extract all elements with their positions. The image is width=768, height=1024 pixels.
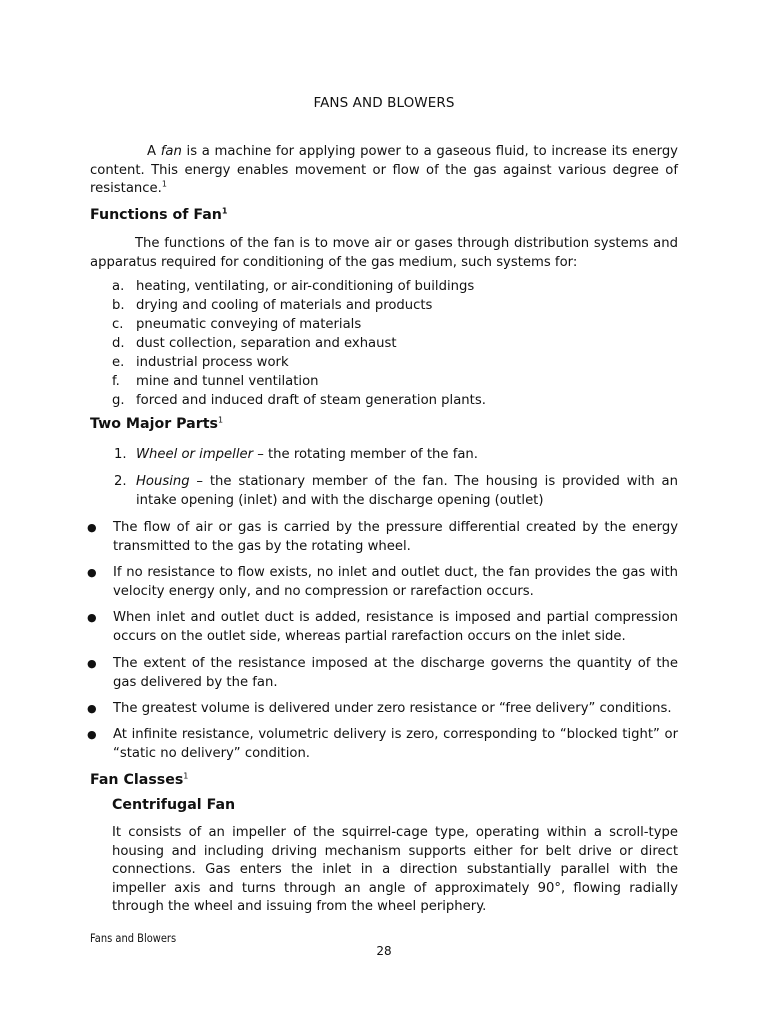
- bullet-item: [87, 608, 678, 646]
- classes-heading-text: Fan Classes: [90, 772, 184, 788]
- bullet-icon: ●: [87, 521, 97, 534]
- bullet-text: The flow of air or gas is carried by the pressure differential created by the energy transmitted to the gas by the rotating wheel.: [113, 520, 678, 554]
- bullet-item: [87, 654, 678, 692]
- list-text: dust collection, separation and exhaust: [136, 336, 397, 351]
- bullet-item: [87, 725, 678, 763]
- footer-title: Fans and Blowers: [90, 931, 177, 945]
- page-number: 28: [376, 944, 392, 958]
- list-item: [112, 355, 289, 370]
- list-text: heating, ventilating, or air-conditioning of buildings: [136, 279, 475, 294]
- parts-heading: [90, 416, 223, 432]
- functions-heading-ref: 1: [221, 206, 228, 216]
- list-text: forced and induced draft of steam generation plants.: [136, 393, 486, 408]
- numbered-item: [114, 445, 678, 464]
- list-text: drying and cooling of materials and products: [136, 298, 433, 313]
- list-item: [112, 317, 361, 332]
- numbered-marker: 1.: [114, 447, 127, 462]
- parts-heading-ref: 1: [217, 415, 224, 425]
- list-item: [112, 393, 486, 408]
- bullet-text: At infinite resistance, volumetric delivery is zero, corresponding to “blocked tight” or “static no delivery” condition.: [113, 727, 678, 761]
- numbered-text: [136, 472, 678, 510]
- list-item: [112, 279, 474, 294]
- bullet-icon: ●: [87, 657, 97, 670]
- list-text: industrial process work: [136, 355, 289, 370]
- parts-heading-text: Two Major Parts: [90, 416, 218, 432]
- classes-heading-ref: 1: [183, 771, 189, 781]
- bullet-icon: ●: [87, 702, 97, 715]
- list-item: [112, 336, 397, 351]
- list-marker: g.: [112, 393, 125, 408]
- bullet-icon: ●: [87, 728, 97, 741]
- list-marker: d.: [112, 336, 125, 351]
- bullet-text: The greatest volume is delivered under zero resistance or “free delivery” conditions.: [113, 701, 672, 716]
- numbered-marker: 2.: [114, 474, 127, 489]
- numbered-term: Wheel or impeller: [136, 447, 254, 462]
- classes-heading: [90, 772, 188, 788]
- bullet-item: [87, 518, 678, 556]
- bullet-item: [87, 563, 678, 601]
- intro-post: is a machine for applying power to a gaseous fluid, to increase its energy content. This energy enables movement or flow of the gas against various degree of resistance.: [90, 144, 678, 197]
- functions-heading: [90, 207, 227, 223]
- list-marker: a.: [112, 279, 125, 294]
- numbered-desc: – the stationary member of the fan. The housing is provided with an intake opening (inlet) and with the discharge opening (outlet): [136, 474, 678, 508]
- bullet-item: [87, 699, 678, 718]
- page-title: FANS AND BLOWERS: [313, 95, 455, 111]
- list-item: [112, 374, 319, 389]
- list-marker: b.: [112, 298, 125, 313]
- bullet-text: If no resistance to flow exists, no inlet and outlet duct, the fan provides the gas with velocity energy only, and no compression or rarefaction occurs.: [113, 565, 678, 599]
- list-marker: c.: [112, 317, 124, 332]
- intro-pre: A: [147, 144, 161, 159]
- bullet-text: When inlet and outlet duct is added, resistance is imposed and partial compression occurs on the outlet side, whereas partial rarefaction occurs on the inlet side.: [113, 610, 678, 644]
- list-text: pneumatic conveying of materials: [136, 317, 362, 332]
- numbered-item: [114, 472, 678, 510]
- centrifugal-fan-heading: Centrifugal Fan: [112, 797, 236, 813]
- intro-ref: 1: [161, 179, 167, 189]
- intro-term: fan: [160, 144, 182, 159]
- functions-heading-text: Functions of Fan: [90, 207, 222, 223]
- list-marker: f.: [112, 374, 120, 389]
- intro-paragraph: [90, 143, 678, 199]
- bullet-text: The extent of the resistance imposed at the discharge governs the quantity of the gas delivered by the fan.: [113, 656, 678, 690]
- numbered-desc: – the rotating member of the fan.: [253, 447, 478, 462]
- functions-paragraph: The functions of the fan is to move air or gases through distribution systems and apparatus required for conditioning of the gas medium, such systems for:: [90, 236, 678, 270]
- list-item: [112, 298, 432, 313]
- list-text: mine and tunnel ventilation: [136, 374, 319, 389]
- centrifugal-fan-paragraph: It consists of an impeller of the squirrel-cage type, operating within a scroll-type housing and including driving mechanism supports either for belt drive or direct connections. Gas enters the inlet in a direction substantially parallel with the impeller axis and turns through an angle of approximately 90°, flowing radially through the wheel and issuing from the wheel periphery.: [112, 825, 678, 915]
- bullet-icon: ●: [87, 611, 97, 624]
- list-marker: e.: [112, 355, 125, 370]
- bullet-icon: ●: [87, 566, 97, 579]
- numbered-text: [136, 445, 678, 464]
- numbered-term: Housing: [136, 474, 190, 489]
